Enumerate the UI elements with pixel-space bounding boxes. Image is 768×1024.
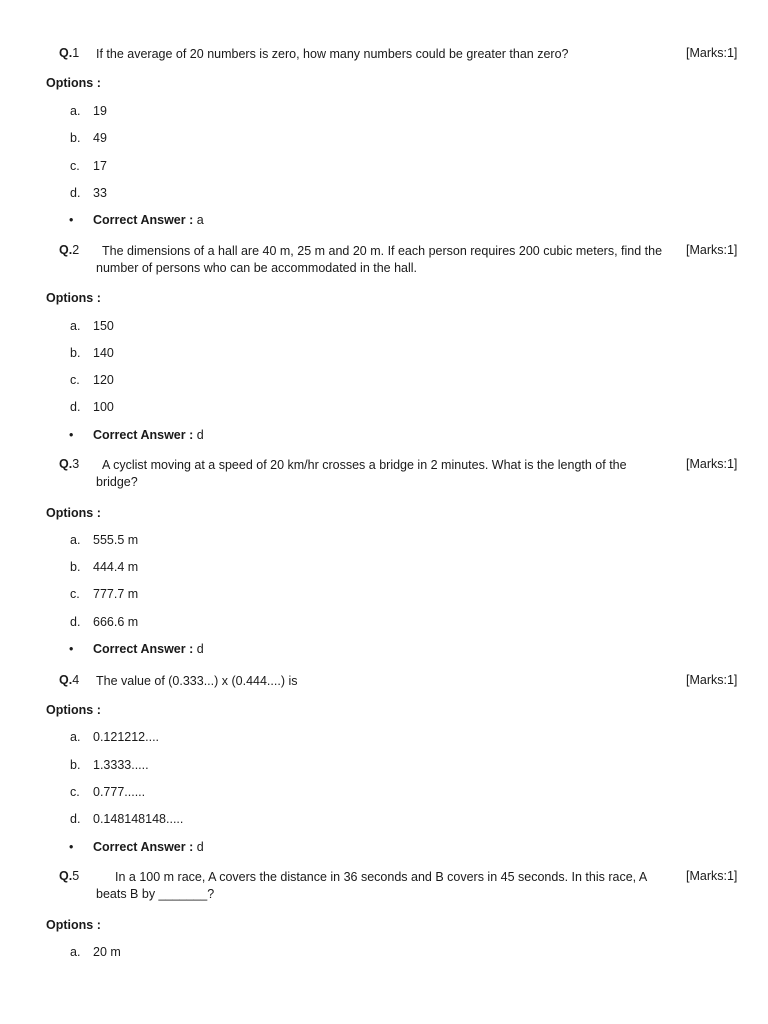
option-value: 120 <box>93 373 114 387</box>
correct-answer-value: d <box>196 642 204 656</box>
option-value: 49 <box>93 131 107 145</box>
question-number: Q.3 <box>59 457 80 471</box>
correct-answer-value: a <box>196 213 204 227</box>
bullet-icon: • <box>69 840 74 854</box>
correct-answer-value: d <box>196 840 204 854</box>
option-letter: b. <box>70 758 81 772</box>
options-label: Options : <box>46 76 101 90</box>
options-label: Options : <box>46 703 101 717</box>
option-value: 777.7 m <box>93 587 139 601</box>
correct-answer-label: Correct Answer : <box>93 642 194 656</box>
option-letter: c. <box>70 587 80 601</box>
question-text: The value of (0.333...) x (0.444....) is <box>96 674 298 688</box>
question-marks: [Marks:1] <box>686 243 738 257</box>
options-label: Options : <box>46 918 101 932</box>
option-letter: d. <box>70 615 81 629</box>
correct-answer-value: d <box>196 428 204 442</box>
question-marks: [Marks:1] <box>686 673 738 687</box>
options-label: Options : <box>46 291 101 305</box>
option-value: 555.5 m <box>93 533 139 547</box>
option-value: 150 <box>93 319 114 333</box>
question-number: Q.5 <box>59 869 80 883</box>
option-value: 140 <box>93 346 114 360</box>
option-value: 33 <box>93 186 107 200</box>
bullet-icon: • <box>69 213 74 227</box>
bullet-icon: • <box>69 642 74 656</box>
option-letter: a. <box>70 533 81 547</box>
bullet-icon: • <box>69 428 74 442</box>
option-letter: a. <box>70 104 81 118</box>
option-letter: b. <box>70 131 81 145</box>
option-value: 0.148148148..... <box>93 812 184 826</box>
question-text: In a 100 m race, A covers the distance in 36 seconds and B covers in 45 seconds. In this race, A beats B by _______? <box>96 870 647 901</box>
option-value: 666.6 m <box>93 615 139 629</box>
option-value: 20 m <box>93 945 121 959</box>
question-text: If the average of 20 numbers is zero, how many numbers could be greater than zero? <box>96 47 569 61</box>
question-number: Q.2 <box>59 243 80 257</box>
question-text: A cyclist moving at a speed of 20 km/hr crosses a bridge in 2 minutes. What is the length of the bridge? <box>96 458 627 489</box>
option-letter: a. <box>70 730 81 744</box>
option-letter: c. <box>70 373 80 387</box>
question-number: Q.4 <box>59 673 80 687</box>
option-letter: c. <box>70 159 80 173</box>
correct-answer-label: Correct Answer : <box>93 428 194 442</box>
question-text: The dimensions of a hall are 40 m, 25 m and 20 m. If each person requires 200 cubic meters, find the number of persons who can be accommodated in the hall. <box>96 244 663 275</box>
option-letter: d. <box>70 186 81 200</box>
question-number: Q.1 <box>59 46 80 60</box>
option-value: 0.121212.... <box>93 730 160 744</box>
option-letter: d. <box>70 400 81 414</box>
question-marks: [Marks:1] <box>686 46 738 60</box>
correct-answer-label: Correct Answer : <box>93 840 194 854</box>
option-value: 0.777...... <box>93 785 146 799</box>
option-value: 1.3333..... <box>93 758 149 772</box>
option-letter: c. <box>70 785 80 799</box>
option-letter: b. <box>70 346 81 360</box>
option-value: 100 <box>93 400 114 414</box>
correct-answer-label: Correct Answer : <box>93 213 194 227</box>
option-value: 444.4 m <box>93 560 139 574</box>
option-value: 19 <box>93 104 107 118</box>
question-marks: [Marks:1] <box>686 457 738 471</box>
option-letter: a. <box>70 945 81 959</box>
options-label: Options : <box>46 506 101 520</box>
option-letter: a. <box>70 319 81 333</box>
option-letter: d. <box>70 812 81 826</box>
option-value: 17 <box>93 159 107 173</box>
option-letter: b. <box>70 560 81 574</box>
question-marks: [Marks:1] <box>686 869 738 883</box>
